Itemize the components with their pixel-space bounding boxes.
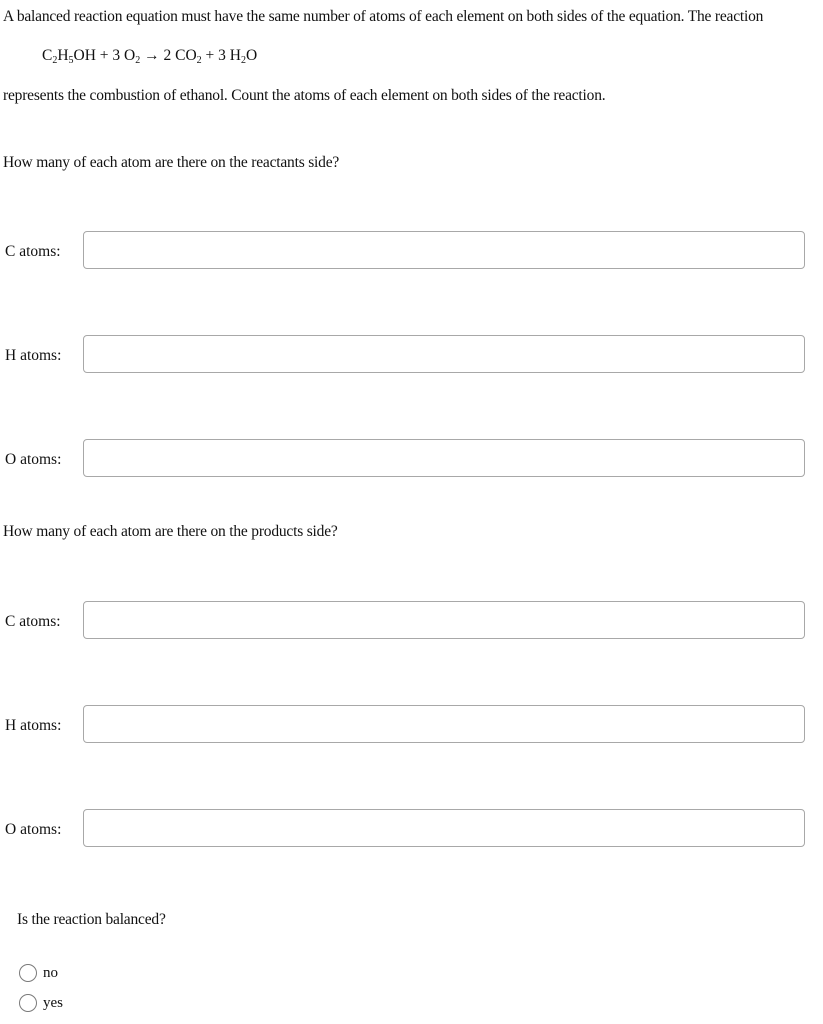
reactants-c-label: C atoms:: [5, 243, 61, 260]
radio-option-yes[interactable]: [19, 994, 63, 1012]
products-h-input[interactable]: [83, 705, 805, 743]
eq-carbon: C: [42, 47, 53, 64]
eq-plus-water: + 3 H: [201, 47, 241, 64]
eq-hydrogen-subscript: 5: [68, 55, 74, 66]
products-o-label: O atoms:: [5, 821, 62, 838]
radio-option-no[interactable]: [19, 964, 58, 982]
products-question: How many of each atom are there on the products side?: [3, 523, 338, 540]
eq-co2-subscript: 2: [196, 55, 202, 66]
reactants-h-input[interactable]: [83, 335, 805, 373]
eq-hydrogen: H: [57, 47, 69, 64]
reactants-o-label: O atoms:: [5, 451, 62, 468]
represents-text: represents the combustion of ethanol. Count the atoms of each element on both sides of the reaction.: [3, 87, 606, 104]
intro-text: A balanced reaction equation must have the same number of atoms of each element on both sides of the equation. The reaction: [3, 8, 764, 25]
reactants-h-label: H atoms:: [5, 347, 62, 364]
eq-arrow-co: → 2 CO: [140, 47, 197, 64]
products-h-label: H atoms:: [5, 717, 62, 734]
eq-water-oxygen: O: [245, 47, 258, 64]
products-c-label: C atoms:: [5, 613, 61, 630]
radio-yes-label[interactable]: yes: [43, 994, 63, 1011]
eq-carbon-subscript: 2: [52, 55, 58, 66]
reactants-c-input[interactable]: [83, 231, 805, 269]
balanced-question: Is the reaction balanced?: [17, 911, 166, 928]
eq-oxygen-subscript: 2: [135, 55, 141, 66]
products-c-input[interactable]: [83, 601, 805, 639]
products-o-input[interactable]: [83, 809, 805, 847]
eq-water-subscript: 2: [240, 55, 246, 66]
eq-hydroxyl-oxygen: OH + 3 O: [73, 47, 136, 64]
radio-no-label[interactable]: no: [43, 964, 58, 981]
reactants-o-input[interactable]: [83, 439, 805, 477]
reaction-equation: [42, 47, 257, 66]
reactants-question: How many of each atom are there on the reactants side?: [3, 154, 340, 171]
radio-no-circle-icon[interactable]: [19, 964, 37, 982]
radio-yes-circle-icon[interactable]: [19, 994, 37, 1012]
